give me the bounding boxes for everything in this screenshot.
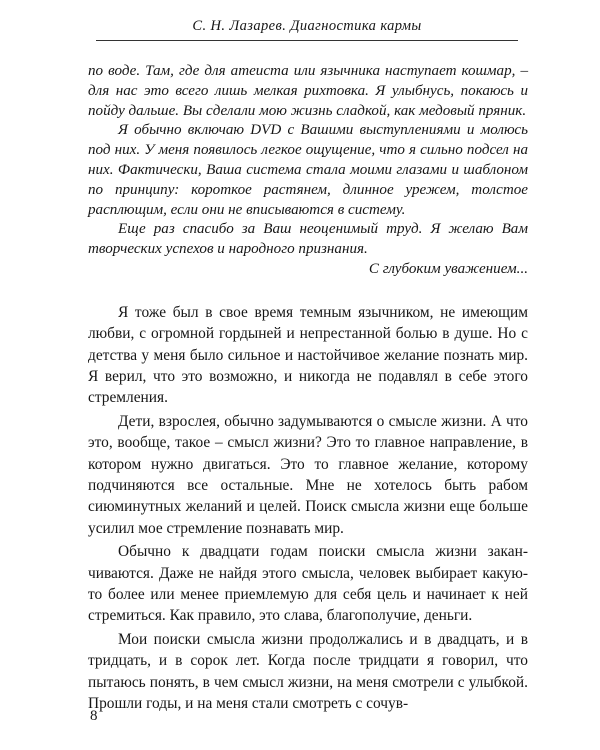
- letter-paragraph: Еще раз спасибо за Ваш неоценимый труд. Я желаю Вам творческих успехов и народного признания.: [88, 221, 528, 258]
- page-number: 8: [90, 708, 98, 724]
- body-text: [88, 302, 528, 715]
- body-paragraph: Мои поиски смысла жизни продолжались и в двадцать, и в тридцать, и в сорок лет. Когда после тридцати я говорил, что пытаюсь понять, в чем смысл жизни, на меня смотрели с улыбкой. Прошли годы, и на меня стали смотреть с сочув-: [88, 630, 528, 713]
- letter-paragraph: по воде. Там, где для атеиста или язычника наступает кошмар, – для нас это всего лишь мелкая рихтовка. Я улыбнусь, покаюсь и пойду дальше. Вы сделали мою жизнь сладкой, как медовый пряник.: [88, 63, 528, 119]
- page-content: [88, 62, 528, 716]
- header-rule: [96, 40, 518, 41]
- quoted-letter: [88, 62, 528, 280]
- running-head: С. Н. Лазарев. Диагностика кармы: [192, 18, 422, 34]
- body-paragraph: Обычно к двадцати годам поиски смысла жизни заканчиваются. Даже не найдя этого смысла, человек выбирает какую-то более или менее приемлемую для себя цель и начинает к ней стремиться. Как правило, это слава, благополучие, деньги.: [88, 543, 528, 625]
- letter-paragraph: Я обычно включаю DVD с Вашими выступлениями и молюсь под них. У меня появилось легкое ощущение, что я сильно подсел на них. Фактически, Ваша система стала моими глазами и шаблоном по принципу: короткое растянем, длинное урежем, толстое расплющим, если они не вписываются в систему.: [88, 122, 528, 218]
- letter-signature: С глубоким уважением...: [368, 260, 528, 277]
- body-paragraph: Я тоже был в свое время темным язычником, не имеющим любви, с огромной гордыней и непрестанной болью в душе. Но с детства у меня было сильное и настойчивое желание познать мир. Я верил, что это возможно, и никогда не подавлял в себе этого стремления.: [88, 303, 528, 407]
- body-paragraph: Дети, взрослея, обычно задумываются о смысле жизни. А что это, вообще, такое – смысл жизни? Это то главное направление, в котором нужно двигаться. Это то главное желание, которому подчиняются все остальные. Мне не хотелось быть рабом сиюминутных желаний и целей. Поиск смысла жизни еще больше усилил мое стремление познавать мир.: [88, 412, 528, 537]
